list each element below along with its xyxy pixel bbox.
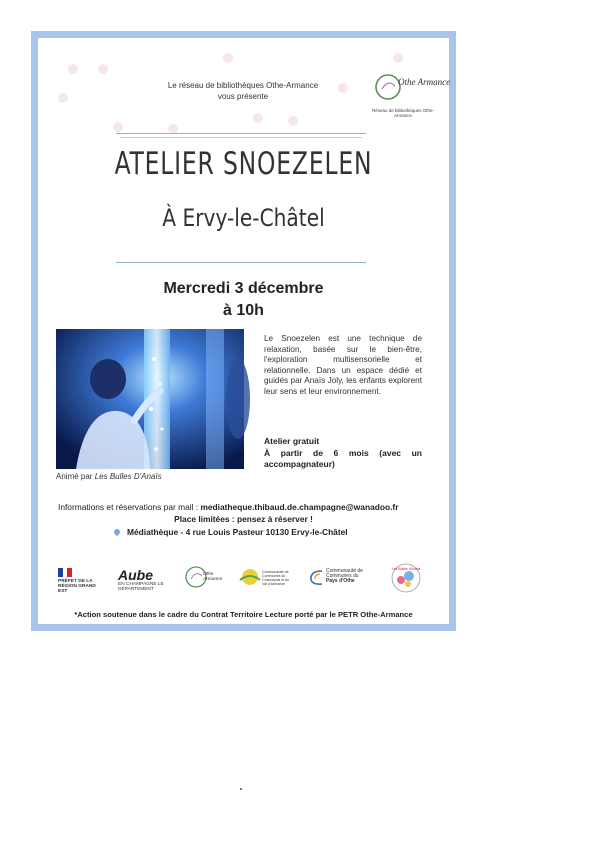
contact-info: [58, 502, 438, 512]
pays-othe-line-2: Communes du: [326, 573, 359, 579]
intro-line-1: Le réseau de bibliothèques Othe-Armance: [167, 81, 319, 90]
pays-othe-logo: [308, 568, 378, 604]
othe-small-text: Othe Armance: [203, 572, 223, 582]
bulles-anais-logo: [390, 562, 422, 598]
photo-caption: [56, 472, 162, 481]
bulles-text: Les Bulles d'Anaïs: [391, 567, 421, 571]
info-label: Informations et réservations par mail :: [58, 502, 199, 512]
decor-dot: [98, 64, 108, 74]
decor-dot: [58, 93, 68, 103]
description-text: Le Snoezelen est une technique de relaxation, basée sur le bien-être, l'exploration multisensorielle et relationnelle. Dans un espace dédié et guidés par Anaïs Joly, les enfants explorent leur sens et leur environnement.: [264, 334, 422, 396]
decor-dot: [253, 113, 263, 123]
prefet-text: PRÉFET DE LA RÉGION GRAND EST: [58, 579, 96, 594]
chaource-text: Communauté de Communes du Chaourçois et du Val d'Armance: [262, 570, 290, 586]
intro-text: [158, 80, 328, 102]
decor-dot: [113, 122, 123, 132]
event-location: À Ervy-le-Châtel: [162, 204, 325, 232]
decor-dot: [338, 83, 348, 93]
aube-logo: [118, 568, 170, 604]
footer-note: *Action soutenue dans le cadre du Contrat Territoire Lecture porté par le PETR Othe-Armance: [74, 610, 413, 619]
snoezelen-photo-illustration: [56, 329, 244, 469]
address-line: [114, 527, 348, 537]
pays-othe-icon: [308, 568, 324, 586]
location-pin-icon: [113, 528, 121, 536]
pays-othe-text: [326, 569, 363, 584]
decor-dot: [288, 116, 298, 126]
othe-armance-small-logo: [183, 562, 228, 598]
aube-subtext: EN CHAMPAGNE LE DÉPARTEMENT: [118, 582, 164, 592]
age-info: À partir de 6 mois (avec un accompagnateur): [264, 448, 422, 469]
event-title: ATELIER SNOEZELEN: [114, 146, 373, 182]
logo-text: Othe Armance: [398, 77, 451, 87]
prefet-logo: [58, 568, 100, 604]
page-speck: [240, 788, 242, 790]
free-label: Atelier gratuit: [264, 436, 320, 446]
chaource-logo: [238, 568, 293, 604]
event-time: à 10h: [223, 302, 264, 319]
aube-text: Aube: [118, 567, 153, 583]
event-date: Mercredi 3 décembre: [163, 280, 324, 297]
reservation-note: Place limitées : pensez à réserver !: [174, 514, 313, 524]
pays-othe-line-3: Pays d'Othe: [326, 578, 355, 584]
caption-prefix: Animé par: [56, 472, 93, 481]
decor-dot: [68, 64, 78, 74]
caption-name: Les Bulles D'Anaïs: [94, 472, 162, 481]
pays-othe-line-1: Communauté de: [326, 568, 363, 574]
chaource-icon: [238, 568, 262, 586]
logo-caption: Réseau de bibliothèques Othe-Armance: [371, 108, 435, 118]
event-poster: [31, 31, 456, 631]
intro-line-2: vous présente: [217, 92, 269, 101]
divider-top: [116, 133, 366, 134]
event-photo: [56, 329, 244, 469]
divider-top-2: [120, 137, 362, 138]
bulles-anais-icon: [390, 562, 422, 594]
address-text: Médiathèque - 4 rue Louis Pasteur 10130 Ervy-le-Châtel: [127, 527, 348, 537]
french-flag-icon: [58, 568, 72, 577]
decor-dot: [223, 53, 233, 63]
contact-email[interactable]: mediatheque.thibaud.de.champagne@wanadoo.fr: [200, 502, 399, 512]
divider-middle: [116, 262, 366, 263]
